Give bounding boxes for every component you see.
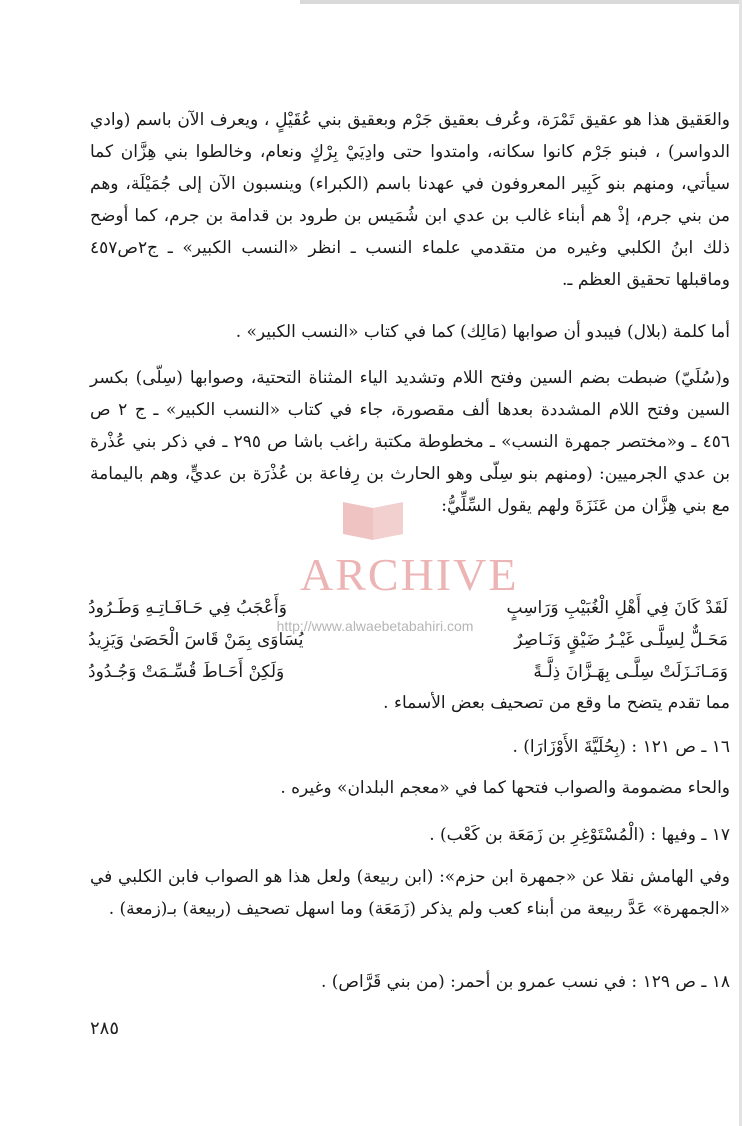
verse-first-hemistich: وَمَـانَـزَلَتْ سِلَّـى بِهَـزَّانَ ذِلَّـةً xyxy=(533,662,728,682)
item-17-note: وفي الهامش نقلا عن «جمهرة ابن حزم»: (ابن ربيعة) ولعل هذا هو الصواب فابن الكلبي في «الجمهرة» عَدَّ ربيعة من أبناء كعب ولم يذكر (زَمَعَة) وما اسهل تصحيف (ربيعة) بـ(زمعة) . xyxy=(90,867,730,919)
verse-line xyxy=(88,656,728,688)
verse-first-hemistich: لَقَدْ كَانَ فِي أَهْلِ الْغُبَيْبِ وَرَاسِبٍ xyxy=(506,598,728,618)
verse-line xyxy=(88,624,728,656)
watermark-text: ARCHIVE xyxy=(300,549,519,600)
watermark-url: http://www.alwaebetabahiri.com xyxy=(276,618,474,634)
verse-first-hemistich: مَحَـلٌّ لِسِلَّـى غَيْـرُ ضَيْقٍ وَنَـاصِرٌ xyxy=(514,630,728,650)
paragraph-sulla: و(سُلَيّ) ضبطت بضم السين وفتح اللام وتشديد الياء المثناة التحتية، وصوابها (سِلّى) بكسر السين وفتح اللام المشددة بعدها ألف مقصورة، جاء في كتاب «النسب الكبير» ـ ج ٢ ص ٤٥٦ ـ و«مختصر جمهرة النسب» ـ مخطوطة مكتبة راغب باشا ص ٢٩٥ ـ في ذكر بني عُذْرة بن عدي الجرميين: (ومنهم بنو سِلّى وهو الحارث بن رِفاعة بن عُذْرَة بن عديٍّ، وهم باليمامة مع بني هِزَّان من عَنَزَةَ ولهم يقول السِّلِّيُّ: xyxy=(90,368,730,516)
item-18: ١٨ ـ ص ١٢٩ : في نسب عمرو بن أحمر: (من بني قَرَّاص) . xyxy=(320,972,730,992)
summary-line: مما تقدم يتضح ما وقع من تصحيف بعض الأسماء . xyxy=(383,693,730,713)
scan-edge-top xyxy=(300,0,742,4)
verse-second-hemistich: وَلَكِنْ أَحَـاطَ قُسِّـمَتْ وَجُـدُودُ xyxy=(88,662,285,682)
paragraph-bilal: أما كلمة (بلال) فيبدو أن صوابها (مَالِك) كما في كتاب «النسب الكبير» . xyxy=(235,322,730,342)
poem-verses xyxy=(88,592,728,688)
paragraph-aqiq: والعَقيق هذا هو عقيق تَمْرَة، وعُرف بعقيق جَرْم وبعقيق بني عُقَيْلٍ ، ويعرف الآن باسم (وادي الدواسر) ، فبنو جَرْم كانوا سكانه، وامتدوا حتى وادِيَيْ بِرْكٍ ونعام، وخالطوا بني هِزَّان كما سيأتي، ومنهم بنو كَبِير المعروفون في عهدنا باسم (الكبراء) وينسبون الآن إلى جُمَيْلَة، وهم من بني جرم، إذْ هم أبناء غالب بن عدي ابن شُمَيس بن طرود بن قدامة بن جرم، كما أوضح ذلك ابنُ الكلبي وغيره من متقدمي علماء النسب ـ انظر «النسب الكبير» ـ ج٢ص٤٥٧ وماقبلها تحقيق العظم ـ. xyxy=(90,110,730,290)
item-17: ١٧ ـ وفيها : (الْمُسْتَوْغِرِ بن زَمَعَة بن كَعْب) . xyxy=(429,825,730,845)
verse-line xyxy=(88,592,728,624)
item-16-note: والحاء مضمومة والصواب فتحها كما في «معجم البلدان» وغيره . xyxy=(280,778,730,798)
verse-second-hemistich: يُسَاوَى بِمَنْ قَاسَ الْحَصَىٰ وَيَزِيدُ xyxy=(88,630,304,650)
page-number: ٢٨٥ xyxy=(90,1018,120,1039)
item-16: ١٦ ـ ص ١٢١ : (بِحُلَيَّةَ الأَوْزَارَا) . xyxy=(512,737,730,757)
verse-second-hemistich: وَأَعْجَبُ فِي حَـافَـاتِـهِ وَطَـرُودُ xyxy=(88,598,287,618)
